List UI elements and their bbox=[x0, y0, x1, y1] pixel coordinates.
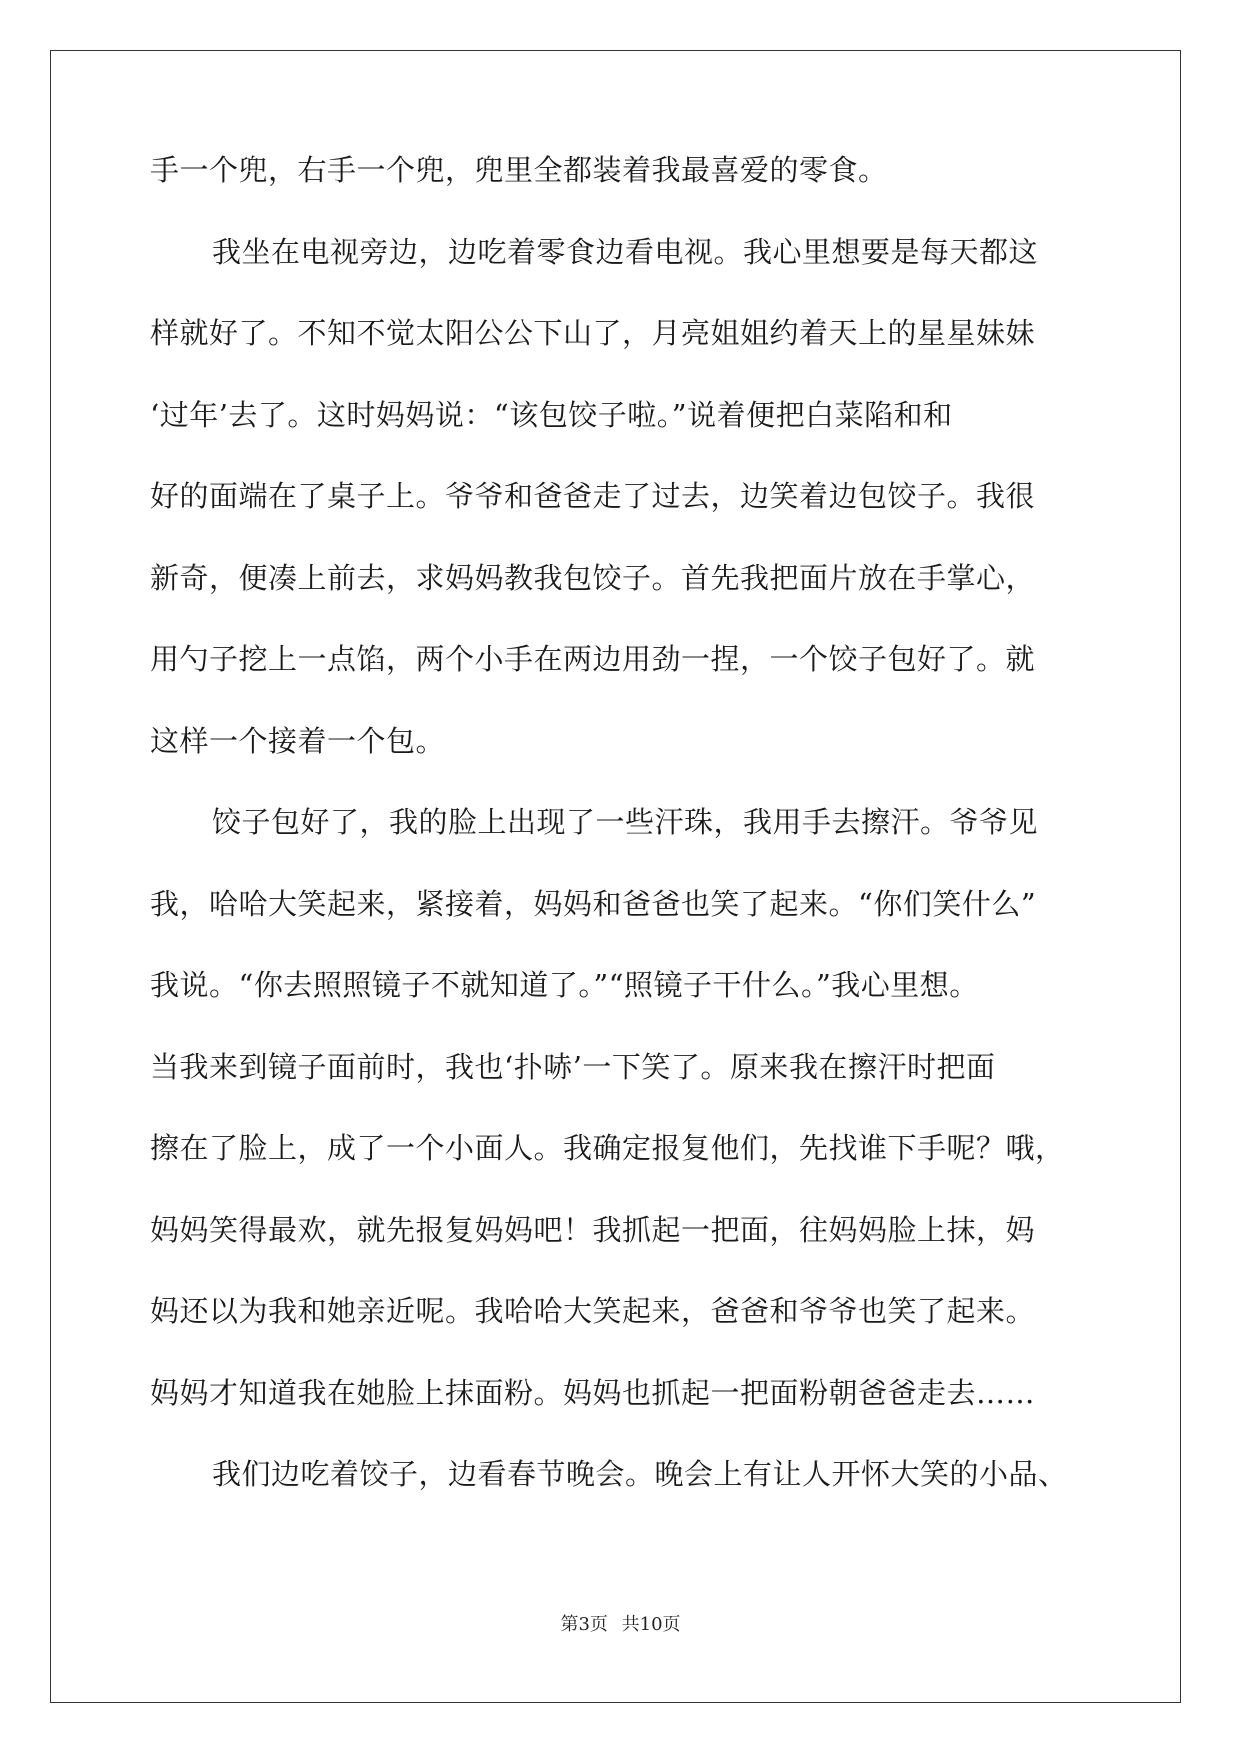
text-line: 饺子包好了，我的脸上出现了一些汗珠，我用手去擦汗。爷爷见 bbox=[212, 805, 1039, 839]
text-line: 手一个兜，右手一个兜，兜里全都装着我最喜爱的零食。 bbox=[150, 153, 888, 187]
document-body bbox=[150, 150, 1090, 1536]
text-line: 样就好了。不知不觉太阳公公下山了，月亮姐姐约着天上的星星妹妹 bbox=[150, 316, 1036, 350]
text-line: 好的面端在了桌子上。爷爷和爸爸走了过去，边笑着边包饺子。我很 bbox=[150, 479, 1036, 513]
text-line: 这样一个接着一个包。 bbox=[150, 723, 446, 758]
text-line: 当我来到镜子面前时，我也‘扑哧’一下笑了。原来我在擦汗时把面 bbox=[150, 1049, 996, 1084]
text-line: ‘过年’去了。这时妈妈说：“该包饺子啦。”说着便把白菜陷和和 bbox=[150, 397, 953, 432]
text-line: 我，哈哈大笑起来，紧接着，妈妈和爸爸也笑了起来。“你们笑什么” bbox=[150, 886, 1037, 921]
page-footer bbox=[0, 1610, 1241, 1636]
text-line: 擦在了脸上，成了一个小面人。我确定报复他们，先找谁下手呢？哦， bbox=[150, 1131, 1065, 1165]
page-number: 第3页 bbox=[560, 1614, 608, 1635]
text-line: 妈妈才知道我在她脸上抹面粉。妈妈也抓起一把面粉朝爸爸走去…… bbox=[150, 1375, 1036, 1410]
page-total: 共10页 bbox=[621, 1614, 681, 1635]
text-line: 新奇，便凑上前去，求妈妈教我包饺子。首先我把面片放在手掌心， bbox=[150, 560, 1036, 595]
text-line: 用勺子挖上一点馅，两个小手在两边用劲一捏，一个饺子包好了。就 bbox=[150, 642, 1036, 676]
text-line: 我们边吃着饺子，边看春节晚会。晚会上有让人开怀大笑的小品、 bbox=[212, 1457, 1068, 1491]
text-line: 妈妈笑得最欢，就先报复妈妈吧！我抓起一把面，往妈妈脸上抹，妈 bbox=[150, 1212, 1036, 1247]
text-line: 妈还以为我和她亲近呢。我哈哈大笑起来，爸爸和爷爷也笑了起来。 bbox=[150, 1294, 1036, 1328]
text-line: 我坐在电视旁边，边吃着零食边看电视。我心里想要是每天都这 bbox=[212, 234, 1039, 269]
text-line: 我说。“你去照照镜子不就知道了。”“照镜子干什么。”我心里想。 bbox=[150, 968, 979, 1002]
